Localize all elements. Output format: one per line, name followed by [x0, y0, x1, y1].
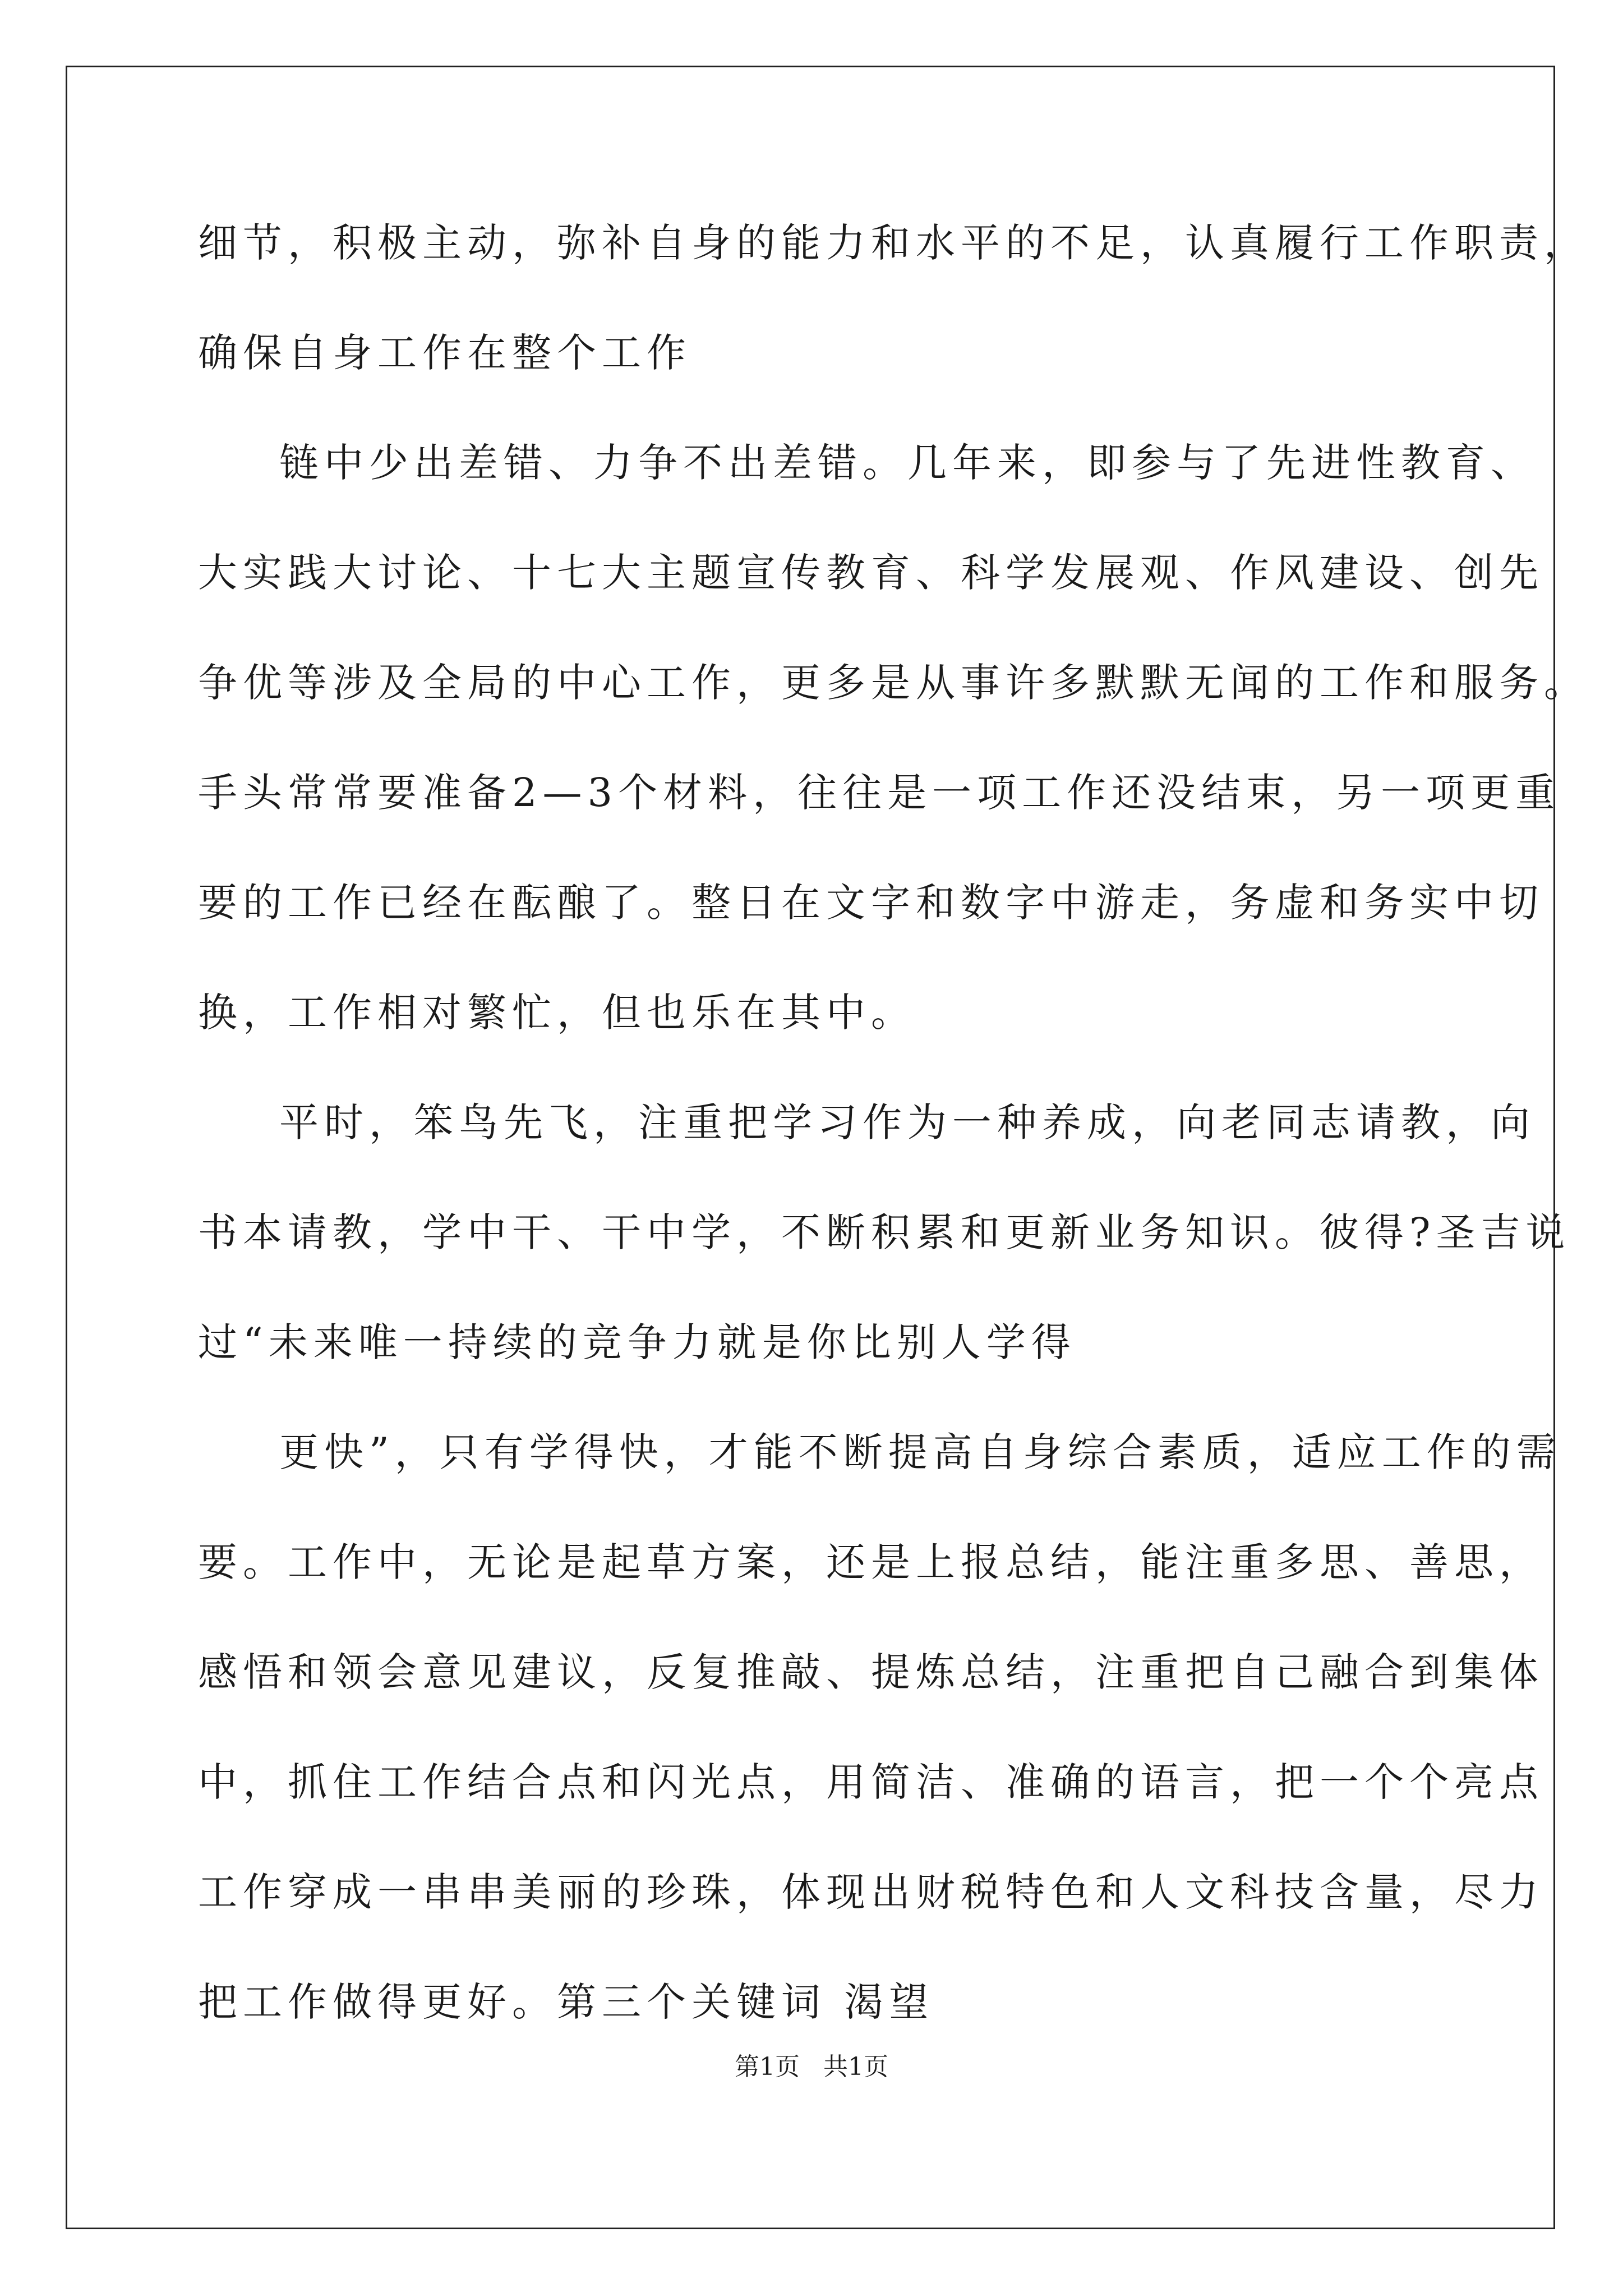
- text-line: 确保自身工作在整个工作: [198, 330, 691, 376]
- text-line: 细节，积极主动，弥补自身的能力和水平的不足，认真履行工作职责，: [198, 220, 1589, 266]
- page-number-footer: 第1页 共1页: [735, 2053, 888, 2081]
- text-line: 感悟和领会意见建议，反复推敲、提炼总结，注重把自己融合到集体: [198, 1649, 1544, 1695]
- text-line: 把工作做得更好。第三个关键词 渴望: [198, 1979, 934, 2025]
- text-line: 平时，笨鸟先飞，注重把学习作为一种养成，向老同志请教，向: [279, 1099, 1536, 1145]
- text-line: 大实践大讨论、十七大主题宣传教育、科学发展观、作风建设、创先: [198, 550, 1544, 596]
- text-line: 工作穿成一串串美丽的珍珠，体现出财税特色和人文科技含量，尽力: [198, 1869, 1544, 1915]
- document-body: [198, 188, 1589, 2057]
- text-line: 手头常常要准备2—3个材料，往往是一项工作还没结束，另一项更重: [198, 770, 1561, 816]
- text-line: 链中少出差错、力争不出差错。几年来，即参与了先进性教育、: [279, 440, 1536, 486]
- text-line: 书本请教，学中干、干中学，不断积累和更新业务知识。彼得?圣吉说: [198, 1209, 1571, 1255]
- text-line: 更快”，只有学得快，才能不断提高自身综合素质，适应工作的需: [279, 1429, 1561, 1475]
- text-line: 要的工作已经在酝酿了。整日在文字和数字中游走，务虚和务实中切: [198, 880, 1544, 926]
- text-line: 要。工作中，无论是起草方案，还是上报总结，能注重多思、善思，: [198, 1539, 1544, 1585]
- text-line: 过“未来唯一持续的竞争力就是你比别人学得: [198, 1319, 1076, 1365]
- text-line: 换，工作相对繁忙，但也乐在其中。: [198, 990, 916, 1036]
- text-line: 争优等涉及全局的中心工作，更多是从事许多默默无闻的工作和服务。: [198, 660, 1589, 706]
- text-line: 中，抓住工作结合点和闪光点，用简洁、准确的语言，把一个个亮点: [198, 1759, 1544, 1805]
